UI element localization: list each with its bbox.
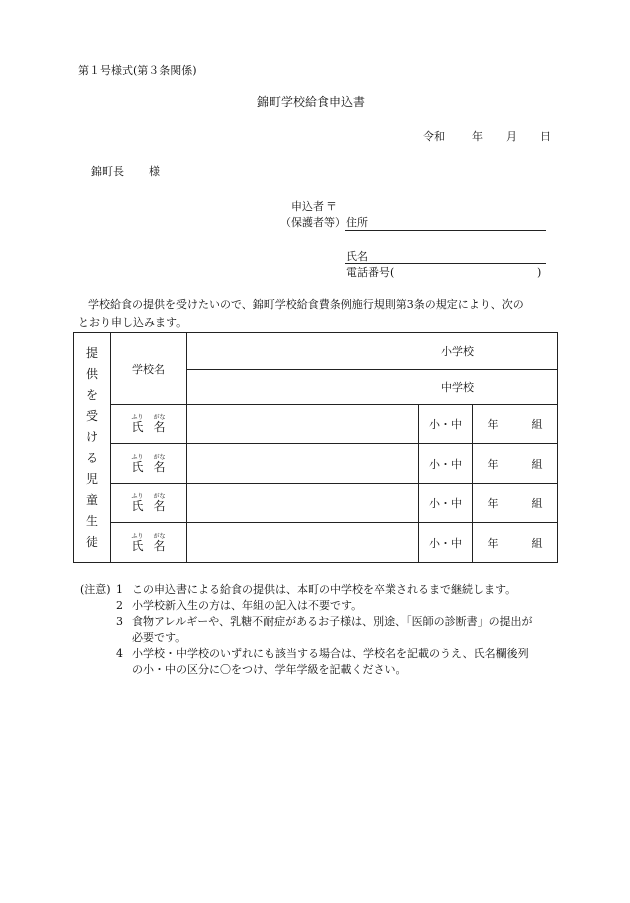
name-label: 名 — [153, 420, 166, 434]
intro-line-1: 学校給食の提供を受けたいので、錦町学校給食費条例施行規則第3条の規定により、次の — [88, 298, 524, 311]
table-row — [74, 405, 558, 444]
name-label: 氏 — [131, 499, 144, 513]
school-type-cell[interactable]: 小・中 — [419, 405, 473, 444]
name-label: 氏 — [131, 459, 144, 474]
addressee-honorific: 様 — [149, 165, 160, 178]
note-item — [80, 582, 534, 598]
grade-class-cell[interactable] — [473, 405, 558, 444]
student-name-field[interactable] — [187, 444, 419, 484]
elementary-school-label: 小学校 — [441, 345, 474, 358]
intro-line-2: とおり申し込みます。 — [78, 316, 188, 329]
notes-section — [80, 582, 534, 678]
phone-label: 電話番号( — [346, 266, 395, 279]
student-name-field[interactable] — [187, 405, 419, 444]
note-number: 1 — [116, 583, 123, 596]
note-item — [80, 614, 534, 646]
school-name-label: 学校名 — [111, 333, 187, 405]
furigana-label: がな — [153, 414, 166, 421]
furigana-label: がな — [153, 493, 166, 500]
class-label: 組 — [531, 457, 543, 471]
children-label-char: 供 — [85, 366, 98, 381]
name-label: 名 — [153, 459, 166, 474]
student-name-field[interactable] — [187, 523, 419, 563]
furigana-name-label — [111, 484, 187, 523]
children-label-char: け — [85, 429, 98, 444]
grade-class-cell[interactable] — [473, 444, 558, 484]
application-table — [73, 332, 558, 563]
table-row — [74, 523, 558, 563]
date-day: 日 — [540, 130, 551, 143]
elementary-school-field[interactable] — [187, 333, 558, 370]
junior-high-school-field[interactable] — [187, 370, 558, 405]
class-label: 組 — [531, 536, 543, 550]
note-number: 3 — [116, 615, 123, 628]
children-label-char: を — [85, 387, 98, 402]
postal-mark: 〒 — [326, 200, 337, 213]
junior-high-school-label: 中学校 — [441, 381, 474, 394]
student-name-field[interactable] — [187, 484, 419, 523]
furigana-label: ふり — [131, 414, 144, 421]
furigana-label: ふり — [131, 532, 144, 540]
name-label: 名 — [153, 499, 166, 513]
note-number: 4 — [116, 647, 123, 660]
furigana-label: ふり — [131, 453, 144, 461]
table-row — [74, 444, 558, 484]
note-text: この申込書による給食の提供は、本町の中学校を卒業されるまで継続します。 — [132, 583, 517, 596]
date-era: 令和 — [423, 130, 445, 143]
furigana-name-label — [111, 405, 187, 444]
form-title: 錦町学校給食申込書 — [257, 95, 366, 109]
name-label: 氏名 — [346, 250, 368, 263]
year-label: 年 — [487, 418, 499, 431]
children-label-char: 童 — [85, 492, 98, 507]
children-label-cell — [74, 333, 111, 563]
children-label-char: 生 — [85, 513, 98, 528]
school-type-cell[interactable]: 小・中 — [419, 444, 473, 484]
name-label: 名 — [153, 538, 166, 553]
class-label: 組 — [531, 497, 543, 510]
grade-class-cell[interactable] — [473, 523, 558, 563]
furigana-label: ふり — [131, 493, 144, 500]
note-number: 2 — [116, 599, 123, 612]
year-label: 年 — [487, 497, 499, 510]
note-item — [80, 646, 534, 678]
address-field-line[interactable] — [345, 230, 546, 231]
address-label: 住所 — [346, 216, 368, 229]
class-label: 組 — [531, 418, 543, 431]
grade-class-cell[interactable] — [473, 484, 558, 523]
guardian-label: （保護者等） — [280, 216, 346, 229]
children-label-char: 受 — [85, 408, 98, 423]
note-text: 食物アレルギーや、乳糖不耐症があるお子様は、別途、「医師の診断書」の提出が必要です。 — [132, 615, 533, 644]
note-text: 小学校新入生の方は、年組の記入は不要です。 — [132, 599, 363, 612]
phone-close-paren: ) — [537, 266, 542, 279]
children-label-char: 児 — [85, 471, 98, 486]
year-label: 年 — [487, 536, 499, 550]
date-month: 月 — [506, 130, 517, 143]
name-label: 氏 — [131, 538, 144, 553]
children-label-char: 徒 — [85, 534, 98, 549]
children-label-char: る — [85, 450, 98, 465]
applicant-label: 申込者 — [291, 200, 324, 213]
table-row — [74, 484, 558, 523]
note-item — [80, 598, 534, 614]
note-text: 小学校・中学校のいずれにも該当する場合は、学校名を記載のうえ、氏名欄後列の小・中の区分に〇をつけ、学年学級を記載ください。 — [132, 647, 529, 676]
year-label: 年 — [487, 457, 499, 471]
name-field-line[interactable] — [345, 263, 546, 264]
children-label-char: 提 — [85, 345, 98, 360]
school-type-cell[interactable]: 小・中 — [419, 523, 473, 563]
name-label: 氏 — [131, 420, 144, 434]
furigana-label: がな — [153, 453, 166, 461]
form-number: 第１号様式(第３条関係) — [78, 64, 197, 77]
furigana-name-label — [111, 444, 187, 484]
addressee-name: 錦町長 — [91, 165, 124, 178]
furigana-name-label — [111, 523, 187, 563]
furigana-label: がな — [153, 532, 166, 540]
date-year: 年 — [472, 130, 483, 143]
school-type-cell[interactable]: 小・中 — [419, 484, 473, 523]
notes-heading: (注意) — [80, 583, 111, 596]
